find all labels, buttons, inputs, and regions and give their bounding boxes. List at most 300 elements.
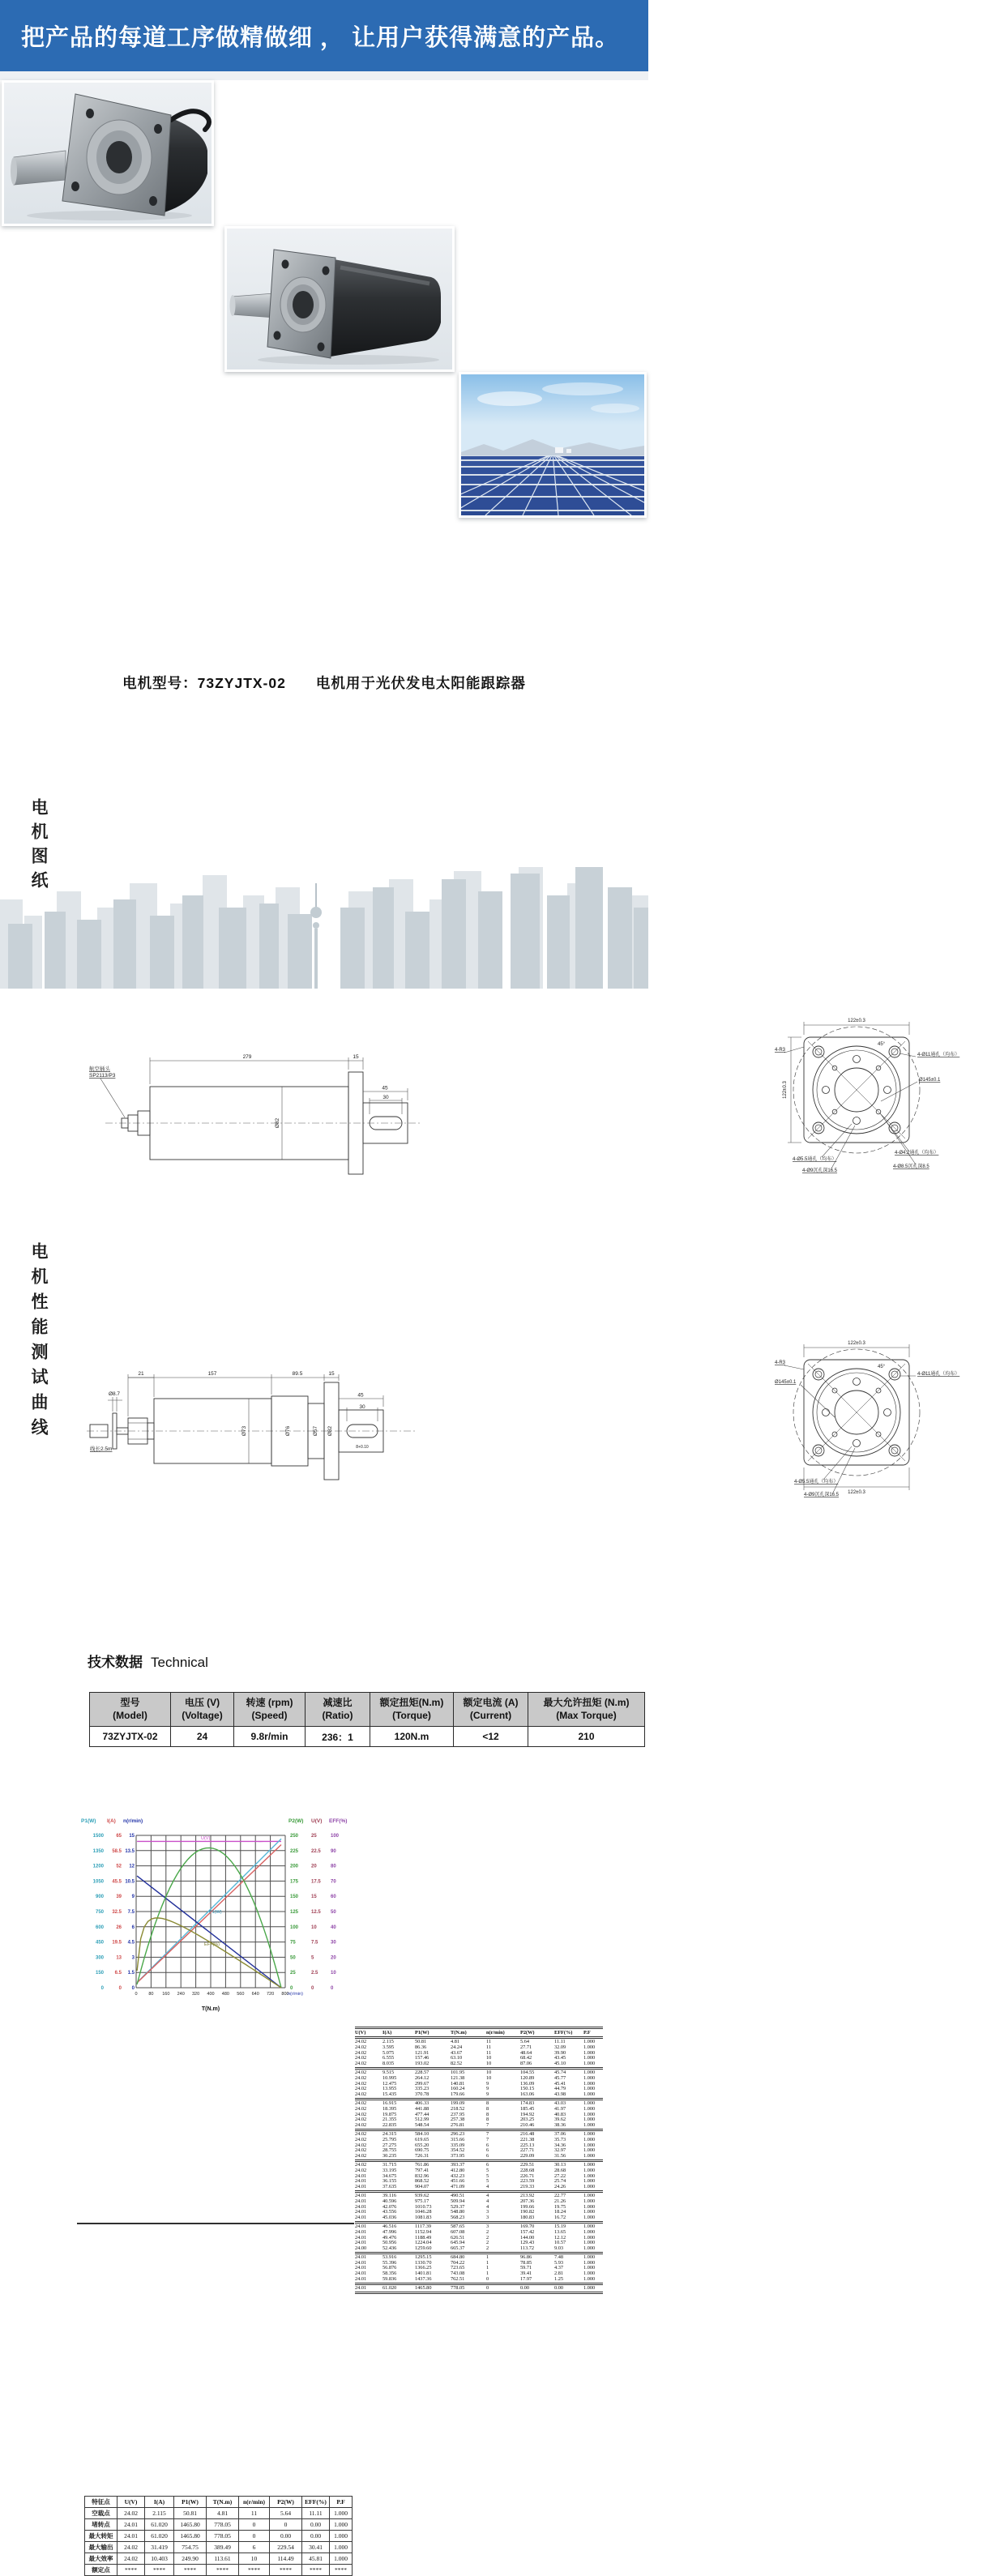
table-cell: 24.01 (355, 2259, 367, 2266)
table-cell: 24.02 (355, 2142, 367, 2148)
table-cell: 626.51 (451, 2234, 465, 2241)
table-cell: 24.26 (554, 2184, 566, 2190)
svg-text:15: 15 (129, 1834, 135, 1839)
table-cell: 24.02 (355, 2091, 367, 2098)
table-cell: 56.876 (382, 2265, 397, 2271)
svg-text:10: 10 (311, 1925, 317, 1930)
table-cell: 1.000 (583, 2167, 596, 2173)
table-cell: 723.65 (451, 2265, 465, 2271)
svg-text:45: 45 (357, 1392, 364, 1399)
table-cell: 1.000 (583, 2259, 596, 2266)
table-cell: 24.02 (355, 2044, 367, 2050)
svg-text:1350: 1350 (92, 1848, 104, 1854)
table-cell: 24.01 (355, 2228, 367, 2235)
table-cell: 726.31 (415, 2153, 429, 2159)
table-cell: 37.635 (382, 2184, 397, 2190)
table-cell: 13.955 (382, 2086, 397, 2092)
table-cell: 1259.60 (415, 2245, 432, 2252)
char-table (84, 2496, 353, 2576)
table-cell: 40.83 (554, 2111, 566, 2117)
svg-text:4-Ø11通孔（均布）: 4-Ø11通孔（均布） (917, 1053, 960, 1057)
svg-text:4-Ø8.5沉孔深8.5: 4-Ø8.5沉孔深8.5 (893, 1164, 930, 1169)
table-cell: 490.51 (451, 2192, 465, 2198)
svg-text:250: 250 (290, 1834, 299, 1839)
char-table-header-cell: P2(W) (270, 2496, 302, 2507)
table-cell: 904.07 (415, 2184, 429, 2190)
table-cell: 27.22 (554, 2172, 566, 2179)
table-cell: 24.01 (355, 2215, 367, 2221)
svg-text:150: 150 (95, 1971, 104, 1976)
table-cell: 0 (486, 2284, 489, 2291)
table-cell: 0 (486, 2276, 489, 2283)
table-cell: 509.94 (451, 2198, 465, 2204)
svg-text:1.5: 1.5 (127, 1971, 135, 1976)
char-table-cell: 113.61 (207, 2553, 239, 2564)
char-table-cell: 1465.80 (174, 2530, 207, 2541)
table-cell: 229.51 (520, 2161, 535, 2168)
table-cell: 1.000 (583, 2061, 596, 2067)
model-title: 电机型号：73ZYJTX-02 电机用于光伏发电太阳能跟踪器 (122, 675, 526, 691)
table-cell: 761.86 (415, 2161, 429, 2168)
table-cell: 684.80 (451, 2253, 465, 2260)
table-cell: 55.396 (382, 2259, 397, 2266)
table-cell: 406.33 (415, 2100, 429, 2106)
table-cell: 370.78 (415, 2091, 429, 2098)
table-cell: 9 (486, 2086, 489, 2092)
header-line-en: (Current) (469, 1709, 512, 1721)
table-row (85, 2564, 353, 2575)
table-cell: 42.076 (382, 2203, 397, 2210)
header-line-en: (Max Torque) (556, 1709, 617, 1721)
table-cell: 41.97 (554, 2105, 566, 2112)
table-cell: 762.51 (451, 2276, 465, 2283)
char-table-cell: 10.403 (145, 2553, 174, 2564)
table-cell: 24.315 (382, 2130, 397, 2137)
table-cell: 24.01 (355, 2192, 367, 2198)
table-cell: 975.17 (415, 2198, 429, 2204)
table-cell: 136.09 (520, 2080, 535, 2087)
table-row (85, 2553, 353, 2564)
table-cell: 10.57 (554, 2240, 566, 2246)
svg-text:800: 800 (281, 1992, 289, 1997)
table-cell: 432.23 (451, 2172, 465, 2179)
tech-table-header-cell (306, 1693, 370, 1727)
char-table-row-label: 最大转矩 (85, 2530, 118, 2541)
table-cell: 129.43 (520, 2240, 535, 2246)
table-cell: 690.75 (415, 2147, 429, 2154)
char-table-row-label: 额定点 (85, 2564, 118, 2575)
table-cell: 1 (486, 2265, 489, 2271)
table-cell: n(r/min) (486, 2030, 505, 2036)
char-table-row-label: 空载点 (85, 2507, 118, 2518)
table-cell: 43.556 (382, 2209, 397, 2215)
table-cell: 24.01 (355, 2203, 367, 2210)
svg-text:EFF(%): EFF(%) (329, 1818, 348, 1824)
svg-text:n(r/min): n(r/min) (288, 1992, 303, 1997)
table-row (355, 2246, 603, 2252)
table-cell: 1.000 (583, 2117, 596, 2123)
svg-text:4-Ø9沉孔深16.5: 4-Ø9沉孔深16.5 (804, 1493, 840, 1497)
svg-text:22.5: 22.5 (311, 1848, 321, 1854)
table-cell: 299.67 (415, 2080, 429, 2087)
svg-text:60: 60 (331, 1895, 336, 1900)
table-cell: 9.515 (382, 2069, 395, 2075)
svg-text:4-R3: 4-R3 (775, 1361, 786, 1365)
table-cell: 45.77 (554, 2074, 566, 2081)
table-cell: 101.95 (451, 2069, 465, 2075)
table-cell: 15.435 (382, 2091, 397, 2098)
svg-text:25: 25 (290, 1971, 296, 1976)
svg-text:SP2113/P3: SP2113/P3 (89, 1073, 116, 1079)
table-cell: 43.98 (554, 2091, 566, 2098)
svg-text:750: 750 (95, 1910, 104, 1915)
svg-text:58.5: 58.5 (112, 1848, 122, 1854)
svg-text:P1(W): P1(W) (209, 1910, 222, 1915)
table-cell: 665.37 (451, 2245, 465, 2252)
table-cell: 12.475 (382, 2080, 397, 2087)
table-cell: 87.06 (520, 2061, 532, 2067)
char-table-cell: 1.000 (330, 2507, 353, 2518)
table-cell: 219.33 (520, 2184, 535, 2190)
table-cell: 477.44 (415, 2111, 429, 2117)
table-cell: 16.72 (554, 2215, 566, 2221)
char-table-cell: 1.000 (330, 2530, 353, 2541)
table-cell: 25.74 (554, 2178, 566, 2185)
tech-table-cell: 120N.m (370, 1727, 454, 1747)
table-cell: 193.02 (415, 2061, 429, 2067)
table-cell: 1.000 (583, 2136, 596, 2142)
header-banner (0, 0, 648, 71)
svg-text:720: 720 (267, 1992, 275, 1997)
char-table-row-label: 最大效率 (85, 2553, 118, 2564)
section-label-performance: 电机性能测试曲线 (29, 1242, 48, 1443)
svg-text:26: 26 (116, 1925, 122, 1930)
table-cell: T(N.m) (451, 2030, 467, 2036)
table-cell: P1(W) (415, 2030, 429, 2036)
table-cell: 120.89 (520, 2074, 535, 2081)
char-table-cell: 5.64 (270, 2507, 302, 2518)
char-table-cell: 30.41 (302, 2541, 330, 2553)
svg-text:7.5: 7.5 (127, 1910, 135, 1915)
table-cell: 2.115 (382, 2039, 394, 2044)
char-table-header-cell: T(N.m) (207, 2496, 239, 2507)
table-cell: 4 (486, 2184, 489, 2190)
table-cell: 10 (486, 2069, 492, 2075)
tech-table-cell: 236：1 (306, 1727, 370, 1747)
table-cell: P2(W) (520, 2030, 535, 2036)
table-cell: 1.000 (583, 2142, 596, 2148)
svg-text:I(A): I(A) (107, 1818, 116, 1824)
char-table-cell: **** (239, 2564, 270, 2575)
table-row (85, 2541, 353, 2553)
table-cell: 24.01 (355, 2276, 367, 2283)
svg-text:20: 20 (311, 1864, 317, 1869)
char-table-row-label: 堵转点 (85, 2518, 118, 2530)
svg-text:70: 70 (331, 1879, 336, 1885)
table-cell: 10 (486, 2055, 492, 2061)
table-cell: 121.38 (451, 2074, 465, 2081)
table-cell: 1.000 (583, 2209, 596, 2215)
table-cell: 226.71 (520, 2172, 535, 2179)
tech-table-header-cell (528, 1693, 645, 1727)
char-table-cell: 0 (239, 2518, 270, 2530)
table-row (85, 2496, 353, 2507)
performance-chart (79, 1814, 352, 2022)
char-table-cell: 31.419 (145, 2541, 174, 2553)
chart-divider (77, 2223, 354, 2224)
table-cell: 163.06 (520, 2091, 535, 2098)
header-line-zh: 额定扭矩(N.m) (379, 1696, 444, 1708)
char-table-cell: 1.000 (330, 2553, 353, 2564)
table-cell: 24.01 (355, 2253, 367, 2260)
table-cell: 1.000 (583, 2276, 596, 2283)
perf-table (355, 2027, 603, 2294)
svg-text:157: 157 (207, 1371, 217, 1377)
svg-text:Ø57: Ø57 (313, 1425, 318, 1437)
table-cell: 24.02 (355, 2055, 367, 2061)
motor-photo-1 (2, 80, 214, 226)
svg-text:0: 0 (118, 1986, 122, 1991)
char-table-cell: **** (270, 2564, 302, 2575)
table-cell: 1366.25 (415, 2265, 432, 2271)
performance-chart-svg (79, 1814, 352, 2022)
svg-text:航空插头: 航空插头 (89, 1066, 110, 1072)
table-cell: 8 (486, 2100, 489, 2106)
table-cell: 11.11 (554, 2039, 566, 2044)
table-cell: 24.02 (355, 2039, 367, 2044)
table-cell: 9 (486, 2080, 489, 2087)
svg-text:80: 80 (148, 1992, 154, 1997)
table-cell: 36.155 (382, 2178, 397, 2185)
tech-table-cell: 210 (528, 1727, 645, 1747)
tech-heading-zh: 技术数据 (88, 1655, 143, 1670)
svg-text:1050: 1050 (92, 1879, 104, 1885)
table-cell: 43.67 (451, 2049, 463, 2056)
city-skyline-graphic (0, 851, 648, 989)
svg-text:30: 30 (359, 1404, 365, 1410)
table-cell: 0.00 (554, 2284, 564, 2291)
table-cell: 9 (486, 2091, 489, 2098)
table-cell: 180.83 (520, 2215, 535, 2221)
table-cell: 237.95 (451, 2111, 465, 2117)
table-cell: 50.81 (415, 2039, 427, 2044)
table-cell: 832.96 (415, 2172, 429, 2179)
char-table-cell: 0.00 (302, 2518, 330, 2530)
table-cell: 1081.83 (415, 2215, 432, 2221)
svg-text:13.5: 13.5 (125, 1848, 135, 1854)
table-cell: 228.57 (415, 2069, 429, 2075)
char-table-cell: 6 (239, 2541, 270, 2553)
table-cell: 1.000 (583, 2122, 596, 2129)
header-line-zh: 最大允许扭矩 (N.m) (543, 1696, 630, 1708)
table-cell: 6 (486, 2147, 489, 2154)
header-line-en: (Speed) (251, 1709, 288, 1721)
table-cell: 1.000 (583, 2105, 596, 2112)
table-cell: 1.000 (583, 2284, 596, 2291)
table-cell: 104.55 (520, 2069, 535, 2075)
table-cell: 335.09 (451, 2142, 465, 2148)
char-table-cell: 0 (270, 2518, 302, 2530)
table-cell: 61.020 (382, 2284, 397, 2291)
table-cell: 32.97 (554, 2147, 566, 2154)
table-cell: 2.81 (554, 2271, 564, 2277)
svg-text:T(N.m): T(N.m) (201, 2006, 220, 2012)
char-table-cell: 1.000 (330, 2541, 353, 2553)
table-cell: 1.000 (583, 2178, 596, 2185)
char-table-header-cell: n(r/min) (239, 2496, 270, 2507)
table-cell: 1046.28 (415, 2209, 432, 2215)
table-cell: 296.23 (451, 2130, 465, 2137)
table-cell: 548.54 (415, 2122, 429, 2129)
svg-text:640: 640 (251, 1992, 259, 1997)
section-label-drawings: 电机图纸 (29, 798, 48, 895)
table-cell: 24.01 (355, 2172, 367, 2179)
char-table-cell: 1465.80 (174, 2518, 207, 2530)
table-cell: 24.02 (355, 2061, 367, 2067)
svg-text:50: 50 (331, 1910, 336, 1915)
table-row (355, 2061, 603, 2067)
table-cell: 47.996 (382, 2228, 397, 2235)
table-cell: 9.03 (554, 2245, 564, 2252)
svg-text:122±0.3: 122±0.3 (783, 1081, 788, 1099)
table-cell: 213.92 (520, 2192, 535, 2198)
char-table-cell: 50.81 (174, 2507, 207, 2518)
table-cell: 264.12 (415, 2074, 429, 2081)
table-cell: 1.000 (583, 2091, 596, 2098)
header-line-en: (Voltage) (182, 1709, 223, 1721)
table-cell: 30.13 (554, 2161, 566, 2168)
char-table-header-cell: EFF(%) (302, 2496, 330, 2507)
table-cell: 1.000 (583, 2111, 596, 2117)
table-cell: 59.836 (382, 2276, 397, 2283)
svg-text:40: 40 (331, 1925, 336, 1930)
table-cell: 21.355 (382, 2117, 397, 2123)
char-table-cell: 0.00 (270, 2530, 302, 2541)
svg-text:Ø145±0.1: Ø145±0.1 (775, 1380, 797, 1385)
table-cell: 28.68 (554, 2167, 566, 2173)
table-cell: 1 (486, 2271, 489, 2277)
table-cell: 548.80 (451, 2209, 465, 2215)
svg-text:300: 300 (95, 1955, 104, 1961)
table-cell: 7 (486, 2130, 489, 2137)
svg-text:Ø73: Ø73 (241, 1425, 247, 1437)
table-cell: 86.36 (415, 2044, 427, 2050)
table-cell: 39.41 (520, 2271, 532, 2277)
svg-text:10.5: 10.5 (125, 1879, 135, 1885)
table-cell: 24.02 (355, 2049, 367, 2056)
svg-text:200: 200 (290, 1864, 299, 1869)
table-cell: 24.01 (355, 2271, 367, 2277)
svg-text:1200: 1200 (92, 1864, 104, 1869)
svg-text:1500: 1500 (92, 1834, 104, 1839)
table-cell: 32.09 (554, 2044, 566, 2050)
table-cell: 24.00 (355, 2245, 367, 2252)
table-cell: 1.25 (554, 2276, 564, 2283)
table-row (355, 2092, 603, 2098)
svg-text:17.5: 17.5 (311, 1879, 321, 1885)
svg-text:45: 45 (382, 1085, 388, 1091)
table-cell: 59.71 (520, 2265, 532, 2271)
tech-heading-en: Technical (151, 1655, 208, 1670)
header-line-en: (Model) (113, 1709, 147, 1721)
table-cell: 1401.81 (415, 2271, 432, 2277)
svg-text:100: 100 (331, 1834, 340, 1839)
table-cell: 5 (486, 2172, 489, 2179)
svg-text:600: 600 (95, 1925, 104, 1930)
svg-text:122±0.3: 122±0.3 (848, 1490, 866, 1495)
drawing-side-view-2 (77, 1350, 425, 1500)
table-cell: 797.41 (415, 2167, 429, 2173)
table-cell: 19.75 (554, 2203, 566, 2210)
table-cell: 5 (486, 2178, 489, 2185)
svg-text:Ø145±0.1: Ø145±0.1 (919, 1078, 941, 1083)
tech-table-cell: 9.8r/min (234, 1727, 306, 1747)
svg-text:900: 900 (95, 1895, 104, 1900)
svg-text:89.5: 89.5 (292, 1371, 303, 1377)
svg-text:400: 400 (207, 1992, 215, 1997)
char-table-cell: 61.020 (145, 2518, 174, 2530)
char-table-cell: 754.75 (174, 2541, 207, 2553)
table-row (355, 2286, 603, 2292)
table-cell: 34.36 (554, 2142, 566, 2148)
svg-text:15: 15 (353, 1054, 359, 1060)
table-cell: 3 (486, 2223, 489, 2229)
char-table-header-cell: I(A) (145, 2496, 174, 2507)
table-cell: 743.08 (451, 2271, 465, 2277)
table-cell: 34.675 (382, 2172, 397, 2179)
table-cell: 37.06 (554, 2130, 566, 2137)
table-cell: 4 (486, 2198, 489, 2204)
table-cell: 24.02 (355, 2117, 367, 2123)
svg-text:50: 50 (290, 1955, 296, 1961)
svg-text:P1(W): P1(W) (81, 1818, 96, 1824)
char-table-cell: 45.81 (302, 2553, 330, 2564)
table-cell: 568.23 (451, 2215, 465, 2221)
char-table-cell: 0 (239, 2530, 270, 2541)
char-table-cell: 778.05 (207, 2518, 239, 2530)
table-cell: 8 (486, 2117, 489, 2123)
char-table-cell: 61.020 (145, 2530, 174, 2541)
svg-text:5: 5 (311, 1955, 314, 1961)
svg-text:90: 90 (331, 1848, 336, 1854)
svg-text:6: 6 (131, 1925, 135, 1930)
svg-text:4-Ø5.5通孔（均布）: 4-Ø5.5通孔（均布） (794, 1480, 839, 1485)
svg-text:30: 30 (331, 1940, 336, 1946)
table-cell: 18.24 (554, 2209, 566, 2215)
table-cell: 21.26 (554, 2198, 566, 2204)
table-cell: 5 (486, 2167, 489, 2173)
table-cell: 1295.15 (415, 2253, 432, 2260)
table-cell: 24.01 (355, 2198, 367, 2204)
table-cell: 7 (486, 2136, 489, 2142)
table-cell: 63.10 (451, 2055, 463, 2061)
header-slogan: 把产品的每道工序做精做细 ， 让用户获得满意的产品。 (21, 24, 620, 51)
table-cell: 393.37 (451, 2161, 465, 2168)
table-cell: 3.595 (382, 2044, 395, 2050)
table-cell: 6 (486, 2142, 489, 2148)
char-table-cell: 24.02 (118, 2541, 145, 2553)
tech-table (89, 1692, 645, 1747)
svg-text:4-Ø5.5通孔（均布）: 4-Ø5.5通孔（均布） (793, 1157, 837, 1162)
table-cell: 27.275 (382, 2142, 397, 2148)
table-cell: EFF(%) (554, 2030, 573, 2036)
char-table-cell: 2.115 (145, 2507, 174, 2518)
table-cell: 228.68 (520, 2167, 535, 2173)
svg-text:45°: 45° (878, 1365, 886, 1369)
svg-text:Ø76: Ø76 (285, 1425, 291, 1437)
table-cell: 174.83 (520, 2100, 535, 2106)
table-cell: 5.93 (554, 2259, 564, 2266)
